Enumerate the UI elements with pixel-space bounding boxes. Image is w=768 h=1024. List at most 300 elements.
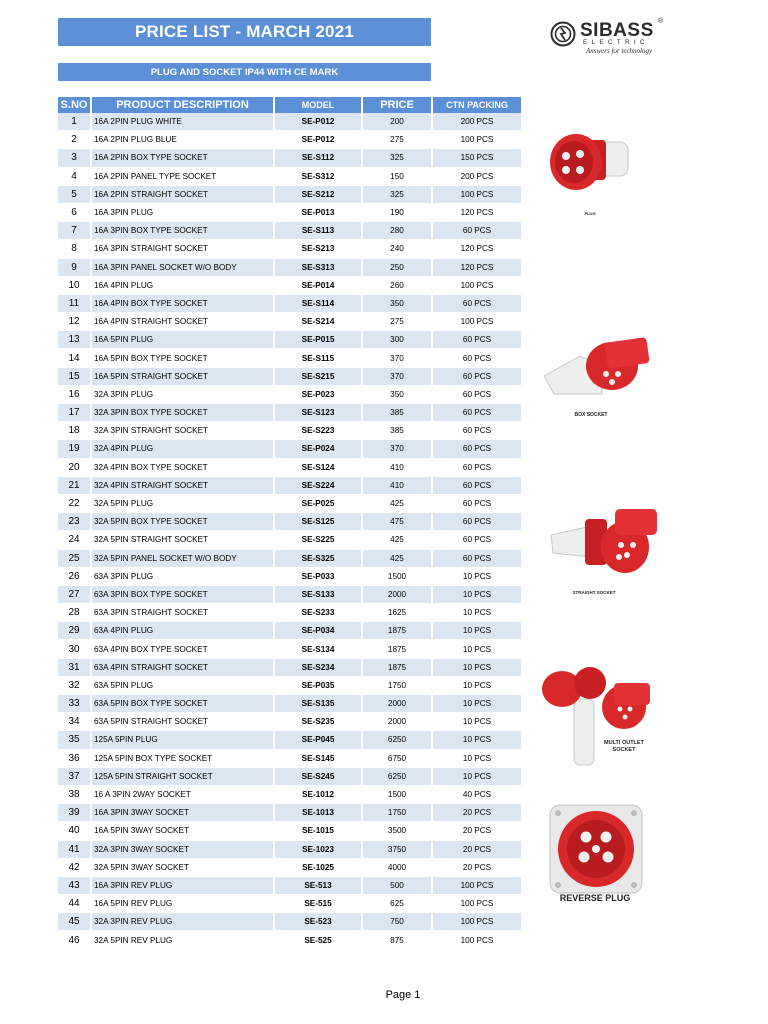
table-row xyxy=(58,222,521,240)
cell-price: 1500 xyxy=(363,568,433,586)
cell-description: 32A 5PIN REV PLUG xyxy=(92,931,275,949)
cell-model: SE-S313 xyxy=(275,259,363,277)
table-row xyxy=(58,368,521,386)
cell-description: 32A 4PIN STRAIGHT SOCKET xyxy=(92,477,275,495)
header-model: MODEL xyxy=(275,97,363,113)
cell-price: 385 xyxy=(363,422,433,440)
cell-packing: 60 PCS xyxy=(433,368,521,386)
cell-model: SE-1012 xyxy=(275,786,363,804)
cell-price: 280 xyxy=(363,222,433,240)
table-row xyxy=(58,550,521,568)
cell-sno: 35 xyxy=(58,731,92,749)
cell-packing: 200 PCS xyxy=(433,168,521,186)
cell-price: 190 xyxy=(363,204,433,222)
cell-sno: 4 xyxy=(58,168,92,186)
cell-description: 32A 3PIN 3WAY SOCKET xyxy=(92,841,275,859)
cell-description: 63A 4PIN BOX TYPE SOCKET xyxy=(92,640,275,658)
cell-description: 125A 5PIN BOX TYPE SOCKET xyxy=(92,750,275,768)
cell-packing: 20 PCS xyxy=(433,841,521,859)
cell-description: 16A 4PIN BOX TYPE SOCKET xyxy=(92,295,275,313)
multi-outlet-caption: MULTI OUTLET SOCKET xyxy=(604,740,644,753)
cell-price: 1875 xyxy=(363,659,433,677)
cell-model: SE-P023 xyxy=(275,386,363,404)
cell-price: 6250 xyxy=(363,731,433,749)
cell-sno: 34 xyxy=(58,713,92,731)
table-header-row xyxy=(58,97,521,113)
cell-packing: 100 PCS xyxy=(433,313,521,331)
table-row xyxy=(58,877,521,895)
cell-price: 325 xyxy=(363,186,433,204)
cell-description: 16A 3PIN PANEL SOCKET W/O BODY xyxy=(92,259,275,277)
logo-sub: ELECTRIC xyxy=(583,39,649,46)
cell-model: SE-P012 xyxy=(275,131,363,149)
cell-price: 1875 xyxy=(363,640,433,658)
cell-description: 16A 3PIN 3WAY SOCKET xyxy=(92,804,275,822)
reverse-plug-caption: REVERSE PLUG xyxy=(559,893,631,903)
cell-packing: 100 PCS xyxy=(433,931,521,949)
cell-sno: 7 xyxy=(58,222,92,240)
page-title: PRICE LIST - MARCH 2021 xyxy=(58,18,431,46)
table-row xyxy=(58,695,521,713)
cell-sno: 21 xyxy=(58,477,92,495)
cell-price: 150 xyxy=(363,168,433,186)
cell-price: 410 xyxy=(363,477,433,495)
header-description: PRODUCT DESCRIPTION xyxy=(92,97,275,113)
cell-sno: 1 xyxy=(58,113,92,131)
cell-model: SE-S235 xyxy=(275,713,363,731)
cell-description: 16A 5PIN BOX TYPE SOCKET xyxy=(92,349,275,367)
cell-sno: 29 xyxy=(58,622,92,640)
cell-model: SE-P034 xyxy=(275,622,363,640)
table-row xyxy=(58,240,521,258)
cell-sno: 41 xyxy=(58,841,92,859)
cell-model: SE-S114 xyxy=(275,295,363,313)
table-row xyxy=(58,168,521,186)
cell-price: 6250 xyxy=(363,768,433,786)
cell-sno: 36 xyxy=(58,750,92,768)
table-row xyxy=(58,459,521,477)
cell-price: 275 xyxy=(363,313,433,331)
cell-packing: 10 PCS xyxy=(433,659,521,677)
cell-model: SE-513 xyxy=(275,877,363,895)
cell-model: SE-515 xyxy=(275,895,363,913)
cell-sno: 24 xyxy=(58,531,92,549)
table-row xyxy=(58,386,521,404)
cell-sno: 46 xyxy=(58,931,92,949)
table-row xyxy=(58,131,521,149)
cell-packing: 10 PCS xyxy=(433,713,521,731)
cell-price: 1625 xyxy=(363,604,433,622)
cell-model: SE-523 xyxy=(275,913,363,931)
cell-description: 16A 3PIN REV PLUG xyxy=(92,877,275,895)
cell-packing: 100 PCS xyxy=(433,895,521,913)
header-sno: S.NO xyxy=(58,97,92,113)
table-row xyxy=(58,786,521,804)
cell-packing: 60 PCS xyxy=(433,331,521,349)
cell-description: 32A 3PIN STRAIGHT SOCKET xyxy=(92,422,275,440)
cell-price: 425 xyxy=(363,550,433,568)
cell-model: SE-S312 xyxy=(275,168,363,186)
cell-model: SE-P035 xyxy=(275,677,363,695)
cell-description: 32A 4PIN PLUG xyxy=(92,440,275,458)
cell-packing: 40 PCS xyxy=(433,786,521,804)
table-row xyxy=(58,713,521,731)
logo-registered-mark: ® xyxy=(658,18,664,25)
cell-packing: 60 PCS xyxy=(433,222,521,240)
cell-sno: 32 xyxy=(58,677,92,695)
cell-sno: 28 xyxy=(58,604,92,622)
cell-model: SE-S214 xyxy=(275,313,363,331)
cell-description: 16A 2PIN PANEL TYPE SOCKET xyxy=(92,168,275,186)
cell-description: 32A 5PIN 3WAY SOCKET xyxy=(92,859,275,877)
cell-price: 3750 xyxy=(363,841,433,859)
cell-description: 32A 3PIN REV PLUG xyxy=(92,913,275,931)
table-row xyxy=(58,768,521,786)
cell-price: 4000 xyxy=(363,859,433,877)
cell-packing: 200 PCS xyxy=(433,113,521,131)
cell-packing: 10 PCS xyxy=(433,622,521,640)
sibass-logo-icon xyxy=(550,21,576,47)
cell-price: 350 xyxy=(363,295,433,313)
cell-price: 370 xyxy=(363,349,433,367)
cell-description: 16 A 3PIN 2WAY SOCKET xyxy=(92,786,275,804)
plug-image xyxy=(548,130,634,220)
cell-price: 750 xyxy=(363,913,433,931)
cell-packing: 60 PCS xyxy=(433,386,521,404)
cell-packing: 10 PCS xyxy=(433,586,521,604)
cell-model: SE-S245 xyxy=(275,768,363,786)
cell-model: SE-S134 xyxy=(275,640,363,658)
cell-packing: 10 PCS xyxy=(433,731,521,749)
cell-sno: 27 xyxy=(58,586,92,604)
cell-price: 425 xyxy=(363,495,433,513)
cell-description: 16A 3PIN STRAIGHT SOCKET xyxy=(92,240,275,258)
cell-description: 16A 2PIN STRAIGHT SOCKET xyxy=(92,186,275,204)
cell-sno: 15 xyxy=(58,368,92,386)
cell-price: 385 xyxy=(363,404,433,422)
cell-packing: 150 PCS xyxy=(433,149,521,167)
cell-price: 300 xyxy=(363,331,433,349)
straight-socket-image xyxy=(547,505,659,583)
cell-sno: 17 xyxy=(58,404,92,422)
cell-sno: 42 xyxy=(58,859,92,877)
cell-packing: 10 PCS xyxy=(433,604,521,622)
cell-description: 16A 5PIN STRAIGHT SOCKET xyxy=(92,368,275,386)
cell-price: 250 xyxy=(363,259,433,277)
cell-sno: 18 xyxy=(58,422,92,440)
cell-sno: 10 xyxy=(58,277,92,295)
table-row xyxy=(58,422,521,440)
table-row xyxy=(58,913,521,931)
table-row xyxy=(58,659,521,677)
cell-model: SE-S133 xyxy=(275,586,363,604)
cell-sno: 26 xyxy=(58,568,92,586)
cell-packing: 100 PCS xyxy=(433,277,521,295)
cell-packing: 60 PCS xyxy=(433,477,521,495)
cell-model: SE-1013 xyxy=(275,804,363,822)
cell-model: SE-S123 xyxy=(275,404,363,422)
cell-price: 260 xyxy=(363,277,433,295)
logo-tagline: Answers for technology xyxy=(586,47,653,55)
cell-model: SE-S113 xyxy=(275,222,363,240)
cell-description: 16A 5PIN 3WAY SOCKET xyxy=(92,822,275,840)
cell-model: SE-P012 xyxy=(275,113,363,131)
cell-sno: 16 xyxy=(58,386,92,404)
cell-model: SE-S213 xyxy=(275,240,363,258)
cell-packing: 60 PCS xyxy=(433,459,521,477)
cell-packing: 100 PCS xyxy=(433,913,521,931)
cell-packing: 60 PCS xyxy=(433,495,521,513)
table-row xyxy=(58,731,521,749)
cell-model: SE-S225 xyxy=(275,531,363,549)
cell-sno: 25 xyxy=(58,550,92,568)
cell-packing: 60 PCS xyxy=(433,422,521,440)
cell-packing: 120 PCS xyxy=(433,259,521,277)
cell-sno: 3 xyxy=(58,149,92,167)
cell-model: SE-P013 xyxy=(275,204,363,222)
cell-sno: 40 xyxy=(58,822,92,840)
cell-packing: 60 PCS xyxy=(433,295,521,313)
cell-description: 125A 5PIN STRAIGHT SOCKET xyxy=(92,768,275,786)
cell-packing: 10 PCS xyxy=(433,750,521,768)
cell-description: 32A 4PIN BOX TYPE SOCKET xyxy=(92,459,275,477)
box-socket-image xyxy=(540,336,652,402)
company-logo xyxy=(550,18,670,58)
table-row xyxy=(58,531,521,549)
cell-model: SE-P015 xyxy=(275,331,363,349)
cell-packing: 60 PCS xyxy=(433,550,521,568)
table-row xyxy=(58,622,521,640)
cell-model: SE-S124 xyxy=(275,459,363,477)
cell-packing: 10 PCS xyxy=(433,568,521,586)
table-row xyxy=(58,149,521,167)
cell-sno: 23 xyxy=(58,513,92,531)
cell-model: SE-1025 xyxy=(275,859,363,877)
cell-model: SE-P024 xyxy=(275,440,363,458)
cell-packing: 120 PCS xyxy=(433,204,521,222)
cell-description: 63A 4PIN PLUG xyxy=(92,622,275,640)
cell-price: 475 xyxy=(363,513,433,531)
cell-sno: 11 xyxy=(58,295,92,313)
cell-sno: 5 xyxy=(58,186,92,204)
cell-description: 32A 3PIN BOX TYPE SOCKET xyxy=(92,404,275,422)
cell-packing: 120 PCS xyxy=(433,240,521,258)
table-row xyxy=(58,841,521,859)
cell-description: 63A 3PIN STRAIGHT SOCKET xyxy=(92,604,275,622)
cell-price: 240 xyxy=(363,240,433,258)
cell-sno: 13 xyxy=(58,331,92,349)
table-row xyxy=(58,277,521,295)
cell-description: 16A 2PIN BOX TYPE SOCKET xyxy=(92,149,275,167)
cell-sno: 12 xyxy=(58,313,92,331)
cell-packing: 20 PCS xyxy=(433,822,521,840)
cell-price: 1500 xyxy=(363,786,433,804)
cell-sno: 2 xyxy=(58,131,92,149)
cell-price: 2000 xyxy=(363,586,433,604)
table-row xyxy=(58,568,521,586)
cell-sno: 37 xyxy=(58,768,92,786)
cell-sno: 8 xyxy=(58,240,92,258)
cell-sno: 39 xyxy=(58,804,92,822)
cell-packing: 60 PCS xyxy=(433,440,521,458)
cell-packing: 10 PCS xyxy=(433,677,521,695)
cell-description: 32A 5PIN STRAIGHT SOCKET xyxy=(92,531,275,549)
cell-price: 200 xyxy=(363,113,433,131)
cell-description: 32A 3PIN PLUG xyxy=(92,386,275,404)
table-row xyxy=(58,804,521,822)
cell-sno: 38 xyxy=(58,786,92,804)
cell-model: SE-S125 xyxy=(275,513,363,531)
cell-price: 875 xyxy=(363,931,433,949)
table-row xyxy=(58,586,521,604)
cell-model: SE-1023 xyxy=(275,841,363,859)
table-row xyxy=(58,331,521,349)
table-row xyxy=(58,931,521,949)
plug-caption: PLUG xyxy=(584,211,596,216)
cell-model: SE-P014 xyxy=(275,277,363,295)
table-row xyxy=(58,113,521,131)
cell-price: 3500 xyxy=(363,822,433,840)
table-row xyxy=(58,404,521,422)
cell-description: 16A 5PIN PLUG xyxy=(92,331,275,349)
table-row xyxy=(58,313,521,331)
cell-description: 16A 2PIN PLUG BLUE xyxy=(92,131,275,149)
table-row xyxy=(58,604,521,622)
cell-packing: 60 PCS xyxy=(433,349,521,367)
cell-sno: 31 xyxy=(58,659,92,677)
cell-price: 500 xyxy=(363,877,433,895)
cell-packing: 60 PCS xyxy=(433,531,521,549)
cell-price: 370 xyxy=(363,368,433,386)
cell-price: 325 xyxy=(363,149,433,167)
cell-sno: 14 xyxy=(58,349,92,367)
cell-model: SE-P033 xyxy=(275,568,363,586)
cell-price: 350 xyxy=(363,386,433,404)
cell-model: SE-525 xyxy=(275,931,363,949)
cell-price: 1875 xyxy=(363,622,433,640)
header-packing: CTN PACKING xyxy=(433,97,521,113)
cell-packing: 100 PCS xyxy=(433,131,521,149)
cell-model: SE-S145 xyxy=(275,750,363,768)
cell-sno: 45 xyxy=(58,913,92,931)
table-row xyxy=(58,186,521,204)
table-row xyxy=(58,750,521,768)
cell-price: 1750 xyxy=(363,677,433,695)
cell-sno: 30 xyxy=(58,640,92,658)
cell-sno: 19 xyxy=(58,440,92,458)
table-row xyxy=(58,259,521,277)
cell-description: 16A 2PIN PLUG WHITE xyxy=(92,113,275,131)
cell-price: 625 xyxy=(363,895,433,913)
cell-description: 63A 5PIN STRAIGHT SOCKET xyxy=(92,713,275,731)
table-row xyxy=(58,677,521,695)
cell-packing: 10 PCS xyxy=(433,695,521,713)
table-row xyxy=(58,822,521,840)
cell-description: 16A 3PIN BOX TYPE SOCKET xyxy=(92,222,275,240)
cell-packing: 10 PCS xyxy=(433,640,521,658)
table-row xyxy=(58,477,521,495)
straight-socket-caption: STRAIGHT SOCKET xyxy=(572,590,616,595)
cell-model: SE-S234 xyxy=(275,659,363,677)
price-table xyxy=(58,97,521,950)
cell-price: 410 xyxy=(363,459,433,477)
section-subtitle: PLUG AND SOCKET IP44 WITH CE MARK xyxy=(58,63,431,81)
cell-description: 63A 3PIN BOX TYPE SOCKET xyxy=(92,586,275,604)
cell-model: SE-S212 xyxy=(275,186,363,204)
cell-model: SE-S115 xyxy=(275,349,363,367)
cell-packing: 20 PCS xyxy=(433,804,521,822)
cell-model: SE-P025 xyxy=(275,495,363,513)
cell-model: SE-S325 xyxy=(275,550,363,568)
cell-packing: 60 PCS xyxy=(433,513,521,531)
cell-price: 6750 xyxy=(363,750,433,768)
cell-description: 32A 5PIN PANEL SOCKET W/O BODY xyxy=(92,550,275,568)
cell-packing: 20 PCS xyxy=(433,859,521,877)
cell-description: 16A 4PIN PLUG xyxy=(92,277,275,295)
cell-model: SE-S215 xyxy=(275,368,363,386)
cell-model: SE-S135 xyxy=(275,695,363,713)
cell-packing: 100 PCS xyxy=(433,186,521,204)
table-row xyxy=(58,349,521,367)
cell-description: 63A 5PIN BOX TYPE SOCKET xyxy=(92,695,275,713)
table-row xyxy=(58,859,521,877)
cell-price: 275 xyxy=(363,131,433,149)
cell-model: SE-S112 xyxy=(275,149,363,167)
cell-sno: 22 xyxy=(58,495,92,513)
page-number: Page 1 xyxy=(385,989,421,1001)
cell-price: 370 xyxy=(363,440,433,458)
table-row xyxy=(58,495,521,513)
cell-packing: 10 PCS xyxy=(433,768,521,786)
cell-sno: 33 xyxy=(58,695,92,713)
cell-price: 2000 xyxy=(363,713,433,731)
box-socket-caption: BOX SOCKET xyxy=(574,412,608,418)
cell-sno: 6 xyxy=(58,204,92,222)
cell-price: 425 xyxy=(363,531,433,549)
table-row xyxy=(58,440,521,458)
cell-sno: 44 xyxy=(58,895,92,913)
cell-description: 16A 3PIN PLUG xyxy=(92,204,275,222)
cell-model: SE-P045 xyxy=(275,731,363,749)
cell-description: 63A 4PIN STRAIGHT SOCKET xyxy=(92,659,275,677)
cell-sno: 20 xyxy=(58,459,92,477)
cell-description: 16A 5PIN REV PLUG xyxy=(92,895,275,913)
table-row xyxy=(58,895,521,913)
table-row xyxy=(58,640,521,658)
logo-name: SIBASS xyxy=(580,20,654,41)
cell-sno: 43 xyxy=(58,877,92,895)
table-row xyxy=(58,513,521,531)
cell-model: SE-S223 xyxy=(275,422,363,440)
cell-description: 125A 5PIN PLUG xyxy=(92,731,275,749)
cell-model: SE-1015 xyxy=(275,822,363,840)
header-price: PRICE xyxy=(363,97,433,113)
cell-description: 32A 5PIN PLUG xyxy=(92,495,275,513)
table-row xyxy=(58,204,521,222)
cell-packing: 100 PCS xyxy=(433,877,521,895)
cell-description: 63A 5PIN PLUG xyxy=(92,677,275,695)
reverse-plug-image xyxy=(548,803,644,895)
cell-model: SE-S224 xyxy=(275,477,363,495)
cell-description: 63A 3PIN PLUG xyxy=(92,568,275,586)
cell-description: 32A 5PIN BOX TYPE SOCKET xyxy=(92,513,275,531)
cell-packing: 60 PCS xyxy=(433,404,521,422)
cell-price: 1750 xyxy=(363,804,433,822)
cell-price: 2000 xyxy=(363,695,433,713)
cell-model: SE-S233 xyxy=(275,604,363,622)
cell-sno: 9 xyxy=(58,259,92,277)
table-row xyxy=(58,295,521,313)
